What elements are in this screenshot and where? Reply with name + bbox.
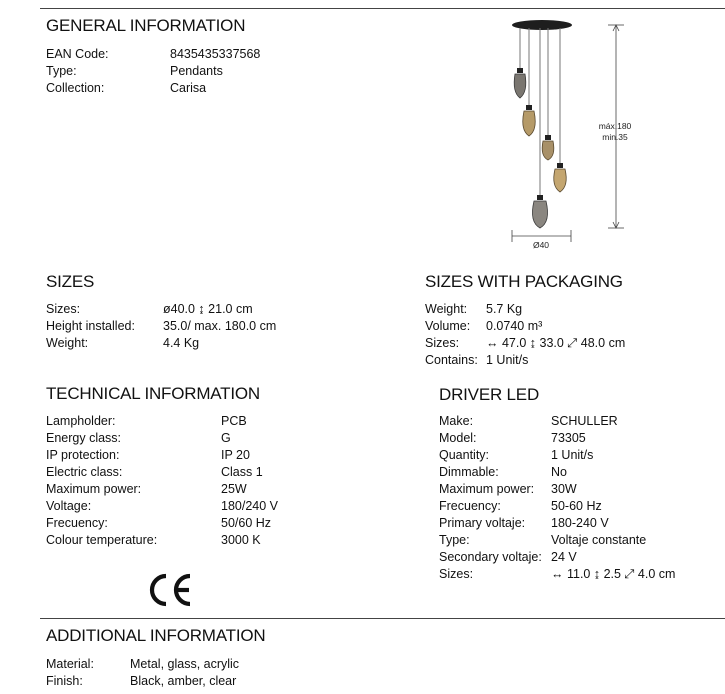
technical-label: Frecuency: (46, 516, 108, 530)
technical-label: IP protection: (46, 448, 120, 462)
technical-value: PCB (221, 414, 247, 428)
driver-value: 50-60 Hz (551, 499, 602, 513)
driver-label: Maximum power: (439, 482, 535, 496)
technical-value: Class 1 (221, 465, 263, 479)
sizes-label: Height installed: (46, 319, 135, 333)
pendant-shade-icon (532, 195, 547, 228)
general-label: EAN Code: (46, 47, 109, 61)
driver-value: ↔ 11.0 ↨ 2.5 ⤢ 4.0 cm (551, 567, 676, 581)
driver-heading: DRIVER LED (439, 385, 540, 404)
general-label: Collection: (46, 81, 105, 95)
general-value: 8435435337568 (170, 47, 261, 61)
technical-label: Voltage: (46, 499, 92, 513)
technical-value: G (221, 431, 231, 445)
sizes-value: ø40.0 ↨ 21.0 cm (163, 302, 253, 316)
technical-heading: TECHNICAL INFORMATION (46, 384, 260, 403)
additional-label: Material: (46, 657, 94, 671)
sizes-value: 35.0/ max. 180.0 cm (163, 319, 277, 333)
canopy-icon (512, 20, 572, 30)
sizes-label: Sizes: (46, 302, 81, 316)
general-label: Type: (46, 64, 77, 78)
technical-label: Lampholder: (46, 414, 116, 428)
driver-value: Voltaje constante (551, 533, 647, 547)
driver-label: Sizes: (439, 567, 474, 581)
technical-value: 180/240 V (221, 499, 278, 513)
additional-value: Black, amber, clear (130, 674, 237, 688)
packaging-value: ↔ 47.0 ↨ 33.0 ⤢ 48.0 cm (486, 336, 626, 350)
sizes-label: Weight: (46, 336, 89, 350)
diameter-label: Ø40 (532, 240, 550, 250)
packaging-label: Sizes: (425, 336, 460, 350)
packaging-value: 5.7 Kg (486, 302, 523, 316)
pendant-shade-icon (514, 68, 526, 98)
technical-value: 50/60 Hz (221, 516, 272, 530)
pendant-shade-icon (542, 135, 554, 160)
additional-value: Metal, glass, acrylic (130, 657, 240, 671)
pendant-shade-icon (523, 105, 535, 136)
technical-value: IP 20 (221, 448, 250, 462)
height-label-min: min.35 (602, 132, 628, 142)
driver-value: SCHULLER (551, 414, 618, 428)
driver-label: Type: (439, 533, 470, 547)
height-label-max: máx.180 (598, 121, 632, 131)
driver-label: Primary voltaje: (439, 516, 526, 530)
top-divider (40, 8, 725, 9)
driver-value: 180-240 V (551, 516, 609, 530)
packaging-heading: SIZES WITH PACKAGING (425, 272, 623, 291)
driver-label: Secondary voltaje: (439, 550, 542, 564)
driver-label: Make: (439, 414, 474, 428)
general-value: Pendants (170, 64, 223, 78)
technical-label: Maximum power: (46, 482, 142, 496)
driver-label: Quantity: (439, 448, 490, 462)
driver-label: Frecuency: (439, 499, 501, 513)
packaging-value: 0.0740 m³ (486, 319, 543, 333)
packaging-value: 1 Unit/s (486, 353, 529, 367)
sizes-heading: SIZES (46, 272, 95, 291)
driver-value: 24 V (551, 550, 577, 564)
packaging-label: Contains: (425, 353, 478, 367)
driver-label: Dimmable: (439, 465, 499, 479)
additional-divider (40, 618, 725, 619)
technical-value: 3000 K (221, 533, 261, 547)
driver-value: 73305 (551, 431, 586, 445)
general-information-heading: GENERAL INFORMATION (46, 16, 246, 35)
driver-value: No (551, 465, 567, 479)
pendant-lamp-diagram (496, 14, 646, 254)
driver-value: 30W (551, 482, 577, 496)
sizes-value: 4.4 Kg (163, 336, 200, 350)
ce-mark-icon (146, 570, 196, 610)
technical-label: Colour temperature: (46, 533, 158, 547)
additional-label: Finish: (46, 674, 83, 688)
packaging-label: Weight: (425, 302, 468, 316)
technical-value: 25W (221, 482, 247, 496)
general-value: Carisa (170, 81, 207, 95)
driver-value: 1 Unit/s (551, 448, 594, 462)
pendant-shade-icon (554, 163, 566, 192)
additional-heading: ADDITIONAL INFORMATION (46, 626, 266, 645)
packaging-label: Volume: (425, 319, 471, 333)
driver-label: Model: (439, 431, 477, 445)
technical-label: Electric class: (46, 465, 123, 479)
technical-label: Energy class: (46, 431, 122, 445)
